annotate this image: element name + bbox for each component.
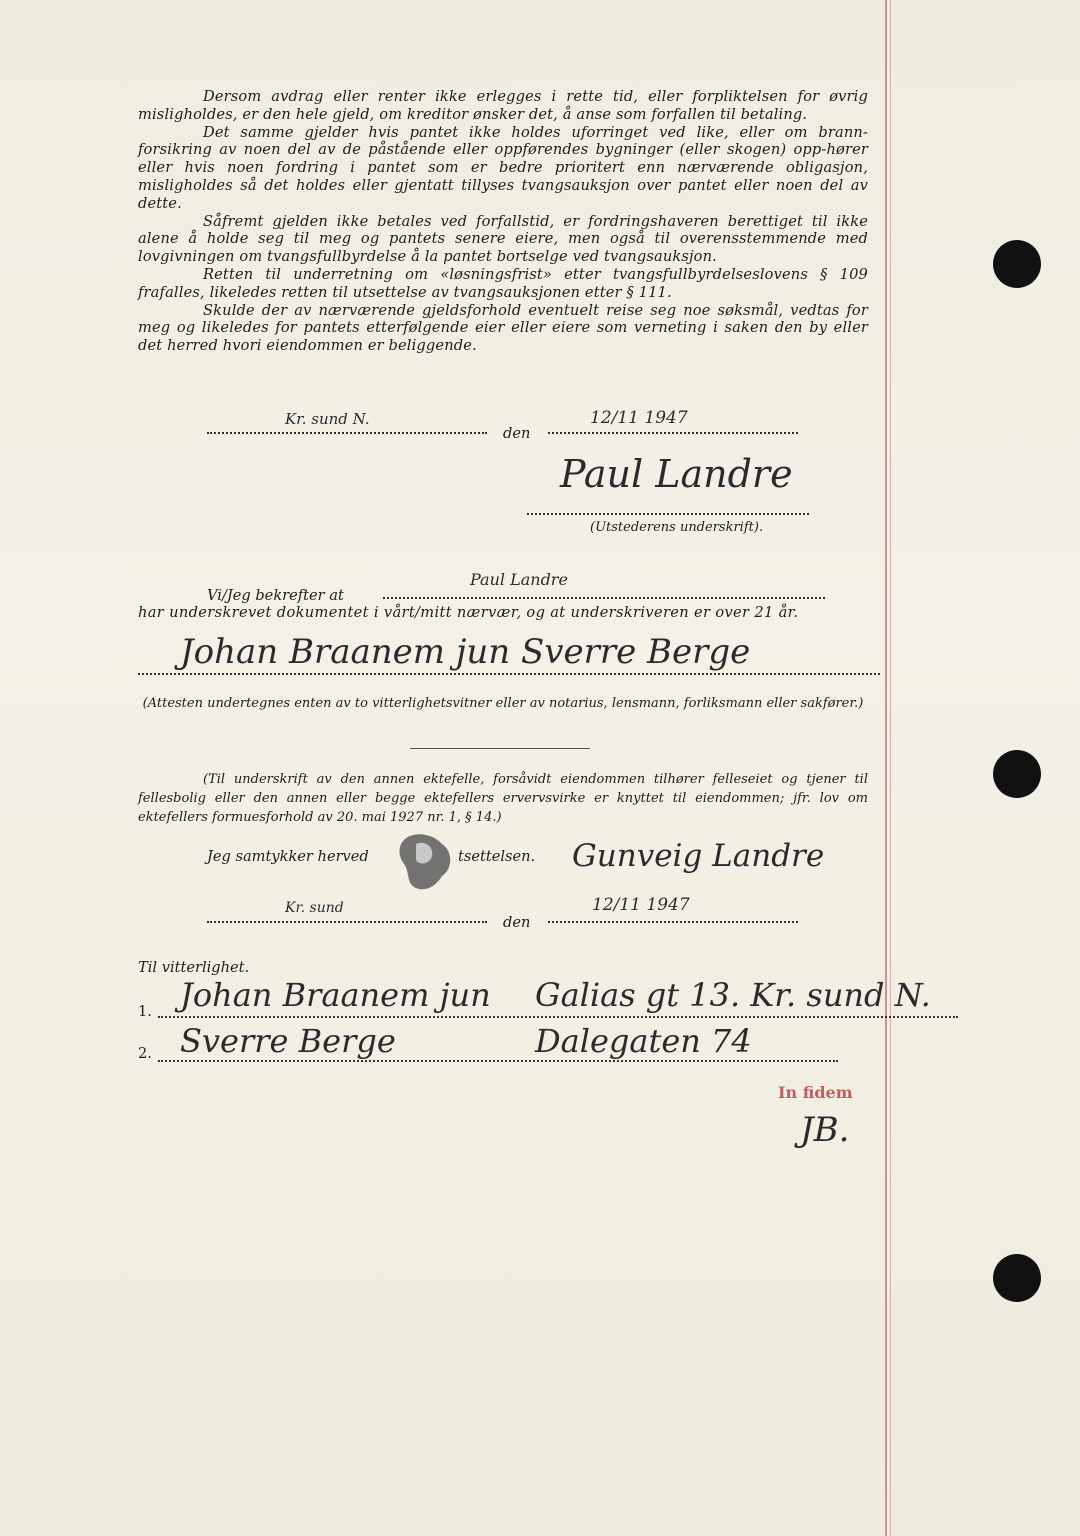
punch-hole xyxy=(993,240,1041,288)
date-line xyxy=(548,432,798,434)
attestation-statement: har underskrevet dokumentet i vårt/mitt nærvær, og at underskriveren er over 21 år. xyxy=(138,604,799,621)
witness-address-handwritten: Galias gt 13. Kr. sund N. xyxy=(535,976,931,1014)
witness-number: 2. xyxy=(138,1045,152,1062)
witness-number: 1. xyxy=(138,1003,152,1020)
attestation-name-line xyxy=(383,597,825,599)
date-line xyxy=(548,921,798,923)
consent-text-right: tsettelsen. xyxy=(458,848,536,865)
place-line xyxy=(207,921,487,923)
terms-paragraph: Såfremt gjelden ikke betales ved forfallstid, er fordringshaveren berettiget til ikke alene å holde seg til meg og pantets senere eiere, men også til overensstemmende med lovgivningen om tvangsfullbyrdelse å la pantet bortselge ved tvangsauksjon. xyxy=(138,212,868,266)
issuer-signature-caption: (Utstederens underskrift). xyxy=(590,520,764,535)
place-line xyxy=(207,432,487,434)
stamp-initials: JB. xyxy=(800,1110,850,1150)
consent-text-left: Jeg samtykker herved xyxy=(207,848,369,865)
attestation-intro: Vi/Jeg bekrefter at xyxy=(207,587,344,604)
witness-line xyxy=(158,1060,838,1062)
terms-paragraph: Retten til underretning om «løsningsfrist» etter tvangsfullbyrdelseslovens § 109 frafalles, likeledes retten til utsettelse av tvangsauksjonen etter § 111. xyxy=(138,265,868,301)
spouse-signature: Gunveig Landre xyxy=(572,838,825,874)
signature-line xyxy=(527,513,809,515)
punch-hole xyxy=(993,1254,1041,1302)
date-handwritten: 12/11 1947 xyxy=(592,895,690,915)
spouse-consent-note: (Til underskrift av den annen ektefelle, forsåvidt eiendommen tilhører felleseiet og tjener til fellesbolig eller den annen eller begge ektefellers ervervsvirke er knyttet til eiendommen; jfr. lov om ektefellers formuesforhold av 20. mai 1927 nr. 1, § 14.) xyxy=(138,772,868,825)
margin-rule-secondary xyxy=(890,0,891,1536)
witness-address-handwritten: Dalegaten 74 xyxy=(535,1022,752,1060)
punch-hole xyxy=(993,750,1041,798)
issuer-signature: Paul Landre xyxy=(560,452,793,496)
witness-signature-line xyxy=(138,673,880,675)
place-handwritten: Kr. sund xyxy=(285,900,344,916)
place-handwritten: Kr. sund N. xyxy=(285,410,370,428)
terms-paragraphs xyxy=(138,88,868,355)
margin-rule xyxy=(885,0,887,1536)
witnesses-heading: Til vitterlighet. xyxy=(138,959,250,976)
attestation-name-handwritten: Paul Landre xyxy=(470,570,568,589)
divider xyxy=(410,748,590,749)
in-fidem-stamp: In fidem xyxy=(778,1083,853,1102)
date-handwritten: 12/11 1947 xyxy=(590,408,688,428)
witness-name-handwritten: Johan Braanem jun xyxy=(180,976,491,1014)
terms-paragraph: Skulde der av nærværende gjeldsforhold eventuelt reise seg noe søksmål, vedtas for meg og likeledes for pantets etterfølgende eier eller eiere som verneting i saken den by eller det herred hvori eiendommen er beliggende. xyxy=(138,301,868,355)
witness-line xyxy=(158,1016,958,1018)
den-label: den xyxy=(503,425,531,442)
witness-name-handwritten: Sverre Berge xyxy=(180,1022,396,1060)
witness-signatures: Johan Braanem jun Sverre Berge xyxy=(180,632,751,672)
ink-smudge-icon xyxy=(396,830,458,894)
terms-paragraph: Det samme gjelder hvis pantet ikke holdes uforringet ved like, eller om brann-forsikring av noen del av de påstående eller oppførendes bygninger (eller skogen) opp-hører eller hvis noen fordring i pantet som er bedre prioritert enn nærværende obligasjon, misligholdes så det holdes eller gjentatt tillyses tvangsauksjon over pantet eller noen del av dette. xyxy=(138,123,868,212)
terms-paragraph: Dersom avdrag eller renter ikke erlegges i rette tid, eller forpliktelsen for øvrig misligholdes, er den hele gjeld, om kreditor ønsker det, å anse som forfallen til betaling. xyxy=(138,88,868,123)
attestation-note: (Attesten undertegnes enten av to vitterlighetsvitner eller av notarius, lensmann, forliksmann eller sakfører.) xyxy=(142,696,864,711)
den-label: den xyxy=(503,914,531,931)
